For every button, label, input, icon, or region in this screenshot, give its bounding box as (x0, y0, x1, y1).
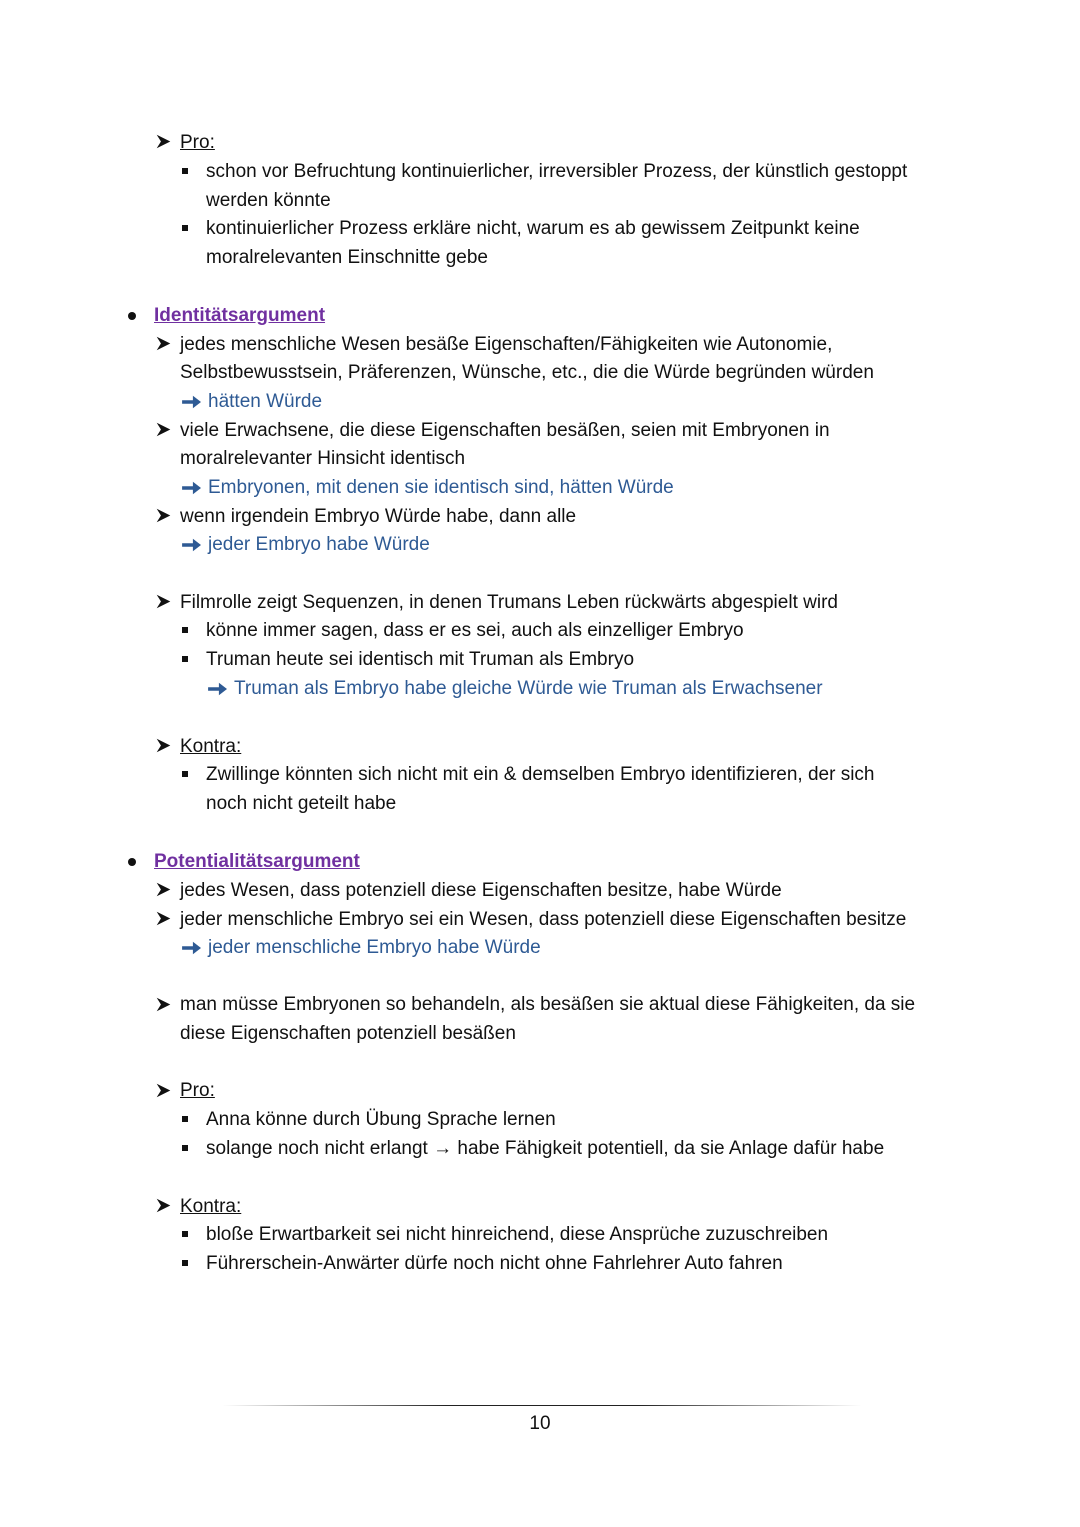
square-bullet-icon (182, 168, 188, 174)
arrow-right-icon (181, 479, 201, 501)
conclusion-text: jeder Embryo habe Würde (208, 534, 430, 555)
footer-divider (222, 1405, 862, 1406)
list-item: jeder menschliche Embryo sei ein Wesen, dass potenziell diese Eigenschaften besitze (180, 909, 907, 930)
square-bullet-icon (182, 1231, 188, 1237)
arrow-right-icon (181, 393, 201, 415)
arrowhead-bullet-icon (155, 910, 175, 932)
list-item: jedes Wesen, dass potenziell diese Eigenschaften besitze, habe Würde (180, 880, 782, 901)
square-bullet-icon (182, 656, 188, 662)
list-item: viele Erwachsene, die diese Eigenschaften besäßen, seien mit Embryonen in (180, 420, 830, 441)
list-item: Truman heute sei identisch mit Truman als Embryo (206, 649, 635, 670)
square-bullet-icon (182, 771, 188, 777)
conclusion-text: Truman als Embryo habe gleiche Würde wie Truman als Erwachsener (234, 678, 823, 699)
arrowhead-bullet-icon (155, 1082, 175, 1104)
square-bullet-icon (182, 1116, 188, 1122)
conclusion-text: Embryonen, mit denen sie identisch sind, hätten Würde (208, 477, 674, 498)
arrow-right-icon (181, 536, 201, 558)
pro-heading: Pro: (180, 1080, 215, 1101)
arrowhead-bullet-icon (155, 593, 175, 615)
list-item: schon vor Befruchtung kontinuierlicher, irreversibler Prozess, der künstlich gestoppt (206, 161, 908, 182)
list-item: Selbstbewusstsein, Präferenzen, Wünsche, etc., die die Würde begründen würden (180, 362, 874, 383)
square-bullet-icon (182, 1260, 188, 1266)
list-item: jedes menschliche Wesen besäße Eigenschaften/Fähigkeiten wie Autonomie, (180, 334, 833, 355)
list-item: Filmrolle zeigt Sequenzen, in denen Trumans Leben rückwärts abgespielt wird (180, 592, 838, 613)
page-number: 10 (529, 1413, 551, 1434)
arrowhead-bullet-icon (155, 996, 175, 1018)
arrowhead-bullet-icon (155, 421, 175, 443)
list-item: bloße Erwartbarkeit sei nicht hinreichend, diese Ansprüche zuzuschreiben (206, 1224, 829, 1245)
arrowhead-bullet-icon (155, 507, 175, 529)
section-title-potential: Potentialitätsargument (154, 851, 360, 872)
list-item: diese Eigenschaften potenziell besäßen (180, 1023, 516, 1044)
list-item: noch nicht geteilt habe (206, 793, 397, 814)
list-item: man müsse Embryonen so behandeln, als besäßen sie aktual diese Fähigkeiten, da sie (180, 994, 916, 1015)
arrowhead-bullet-icon (155, 335, 175, 357)
section-bullet-icon (128, 858, 136, 866)
kontra-heading: Kontra: (180, 736, 242, 757)
pro-heading: Pro: (180, 132, 215, 153)
list-item: moralrelevanten Einschnitte gebe (206, 247, 489, 268)
list-item: könne immer sagen, dass er es sei, auch als einzelliger Embryo (206, 620, 744, 641)
arrow-right-icon (207, 680, 227, 702)
list-item: wenn irgendein Embryo Würde habe, dann alle (180, 506, 577, 527)
arrowhead-bullet-icon (155, 133, 175, 155)
section-title-identity: Identitätsargument (154, 305, 326, 326)
arrowhead-bullet-icon (155, 881, 175, 903)
list-item: Anna könne durch Übung Sprache lernen (206, 1109, 556, 1130)
arrowhead-bullet-icon (155, 1197, 175, 1219)
list-item: Führerschein-Anwärter dürfe noch nicht ohne Fahrlehrer Auto fahren (206, 1253, 783, 1274)
arrowhead-bullet-icon (155, 737, 175, 759)
conclusion-text: jeder menschliche Embryo habe Würde (208, 937, 541, 958)
square-bullet-icon (182, 627, 188, 633)
square-bullet-icon (182, 1145, 188, 1151)
square-bullet-icon (182, 225, 188, 231)
list-item: moralrelevanter Hinsicht identisch (180, 448, 466, 469)
list-item: solange noch nicht erlangt → habe Fähigkeit potentiell, da sie Anlage dafür habe (206, 1138, 885, 1159)
list-item: kontinuierlicher Prozess erkläre nicht, warum es ab gewissem Zeitpunkt keine (206, 218, 860, 239)
conclusion-text: hätten Würde (208, 391, 323, 412)
list-item: Zwillinge könnten sich nicht mit ein & demselben Embryo identifizieren, der sich (206, 764, 875, 785)
section-bullet-icon (128, 312, 136, 320)
kontra-heading: Kontra: (180, 1196, 242, 1217)
arrow-right-icon (181, 939, 201, 961)
list-item: werden könnte (206, 190, 331, 211)
